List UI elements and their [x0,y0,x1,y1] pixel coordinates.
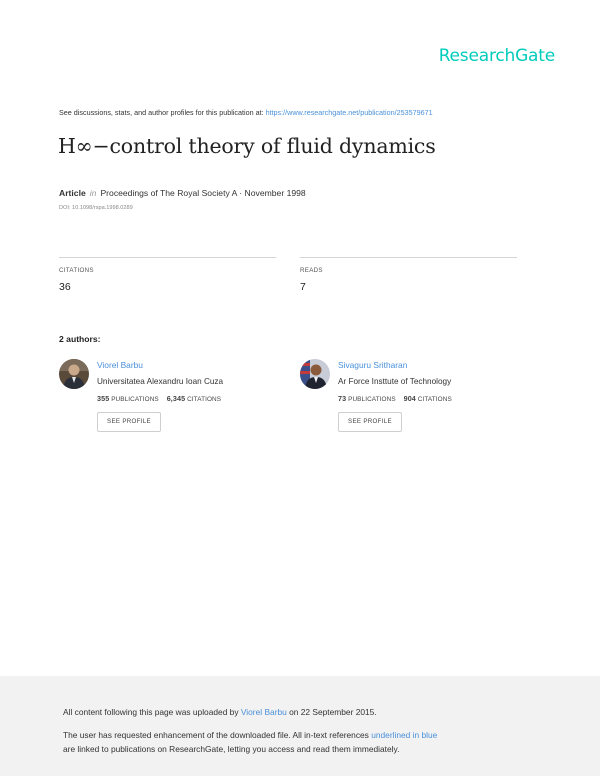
author-citations-count: 904 [403,394,416,403]
researchgate-logo[interactable]: ResearchGate [438,46,555,66]
discussion-line [59,108,433,117]
venue-date: Proceedings of The Royal Society A · November 1998 [100,188,306,198]
reads-value: 7 [300,281,306,293]
enhancement-notice-line2: are linked to publications on ResearchGate, letting you access and read them immediately. [63,744,400,754]
enhancement-prefix: The user has requested enhancement of the downloaded file. All in-text references [63,730,372,740]
citations-label: CITATIONS [59,267,94,274]
underlined-in-blue-link[interactable]: underlined in blue [371,730,438,740]
upload-prefix: All content following this page was uploaded by [63,707,241,717]
discussion-text: See discussions, stats, and author profiles for this publication at: [59,108,266,117]
enhancement-notice [63,730,437,740]
upload-suffix: on 22 September 2015. [286,707,377,717]
publications-count: 73 [338,394,347,403]
author-citations-count: 6,345 [166,394,186,403]
author-stats [338,394,452,403]
author-card [59,359,279,439]
publications-label: PUBLICATIONS [348,396,396,403]
reads-stat [300,257,517,293]
author-name-link[interactable]: Sivaguru Sritharan [338,360,408,370]
author-info [97,360,223,403]
upload-notice [63,707,377,717]
authors-heading: 2 authors: [59,334,101,344]
author-citations-label: CITATIONS [417,396,452,403]
author-avatar[interactable] [59,359,89,389]
author-name-link[interactable]: Viorel Barbu [97,360,143,370]
author-citations-label: CITATIONS [187,396,222,403]
publication-doi: DOI: 10.1098/rspa.1998.0289 [59,205,133,211]
publication-type: Article [59,188,86,198]
author-institution: Ar Force Insttute of Technology [338,377,452,386]
publications-count: 355 [97,394,110,403]
publications-label: PUBLICATIONS [111,396,159,403]
author-info [338,360,452,403]
citations-value: 36 [59,281,71,293]
publication-meta [59,188,306,198]
publication-url-link[interactable]: https://www.researchgate.net/publication/253579671 [265,108,433,117]
author-card [300,359,520,439]
author-institution: Universitatea Alexandru Ioan Cuza [97,377,224,386]
publication-title: H∞−control theory of fluid dynamics [58,134,436,158]
see-profile-button[interactable]: SEE PROFILE [97,412,161,432]
citations-stat [59,257,276,293]
footer [0,676,600,776]
author-stats [97,394,223,403]
uploader-link[interactable]: Viorel Barbu [240,707,287,717]
author-avatar[interactable] [300,359,330,389]
see-profile-button[interactable]: SEE PROFILE [338,412,402,432]
reads-label: READS [300,267,323,274]
in-word: in [89,188,97,198]
